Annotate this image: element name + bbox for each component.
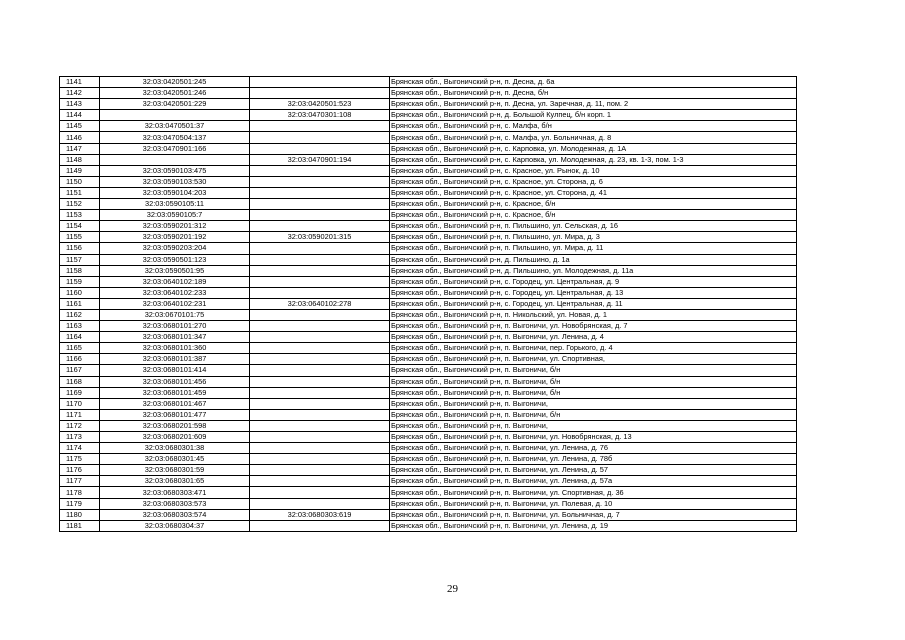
cadastral-number-cell: 32:03:0590203:204 <box>100 243 250 254</box>
row-number-cell: 1169 <box>60 387 100 398</box>
address-cell: Брянская обл., Выгоничский р-н, п. Выгоничи, ул. Ленина, д. 4 <box>390 332 797 343</box>
table-row <box>60 520 797 531</box>
address-cell: Брянская обл., Выгоничский р-н, п. Выгоничи, б/н <box>390 365 797 376</box>
table-row <box>60 420 797 431</box>
table-row <box>60 321 797 332</box>
cadastral-number-cell: 32:03:0680301:65 <box>100 476 250 487</box>
related-cadastral-number-cell: 32:03:0420501:523 <box>250 99 390 110</box>
address-cell: Брянская обл., Выгоничский р-н, п. Выгоничи, ул. Ленина, д. 78б <box>390 454 797 465</box>
table-row <box>60 121 797 132</box>
address-cell: Брянская обл., Выгоничский р-н, п. Выгоничи, б/н <box>390 409 797 420</box>
row-number-cell: 1178 <box>60 487 100 498</box>
related-cadastral-number-cell <box>250 387 390 398</box>
related-cadastral-number-cell <box>250 254 390 265</box>
address-cell: Брянская обл., Выгоничский р-н, п. Выгоничи, <box>390 420 797 431</box>
row-number-cell: 1180 <box>60 509 100 520</box>
row-number-cell: 1142 <box>60 88 100 99</box>
table-row <box>60 243 797 254</box>
row-number-cell: 1181 <box>60 520 100 531</box>
address-cell: Брянская обл., Выгоничский р-н, п. Выгоничи, б/н <box>390 387 797 398</box>
cadastral-number-cell: 32:03:0680101:387 <box>100 354 250 365</box>
related-cadastral-number-cell <box>250 365 390 376</box>
cadastral-number-cell: 32:03:0420501:246 <box>100 88 250 99</box>
address-cell: Брянская обл., Выгоничский р-н, п. Десна, б/н <box>390 88 797 99</box>
row-number-cell: 1158 <box>60 265 100 276</box>
address-cell: Брянская обл., Выгоничский р-н, с. Малфа, б/н <box>390 121 797 132</box>
row-number-cell: 1171 <box>60 409 100 420</box>
cadastral-number-cell: 32:03:0680303:574 <box>100 509 250 520</box>
related-cadastral-number-cell <box>250 343 390 354</box>
row-number-cell: 1147 <box>60 143 100 154</box>
cadastral-number-cell: 32:03:0640102:233 <box>100 287 250 298</box>
cadastral-number-cell: 32:03:0420501:245 <box>100 77 250 88</box>
cadastral-number-cell: 32:03:0470901:166 <box>100 143 250 154</box>
address-cell: Брянская обл., Выгоничский р-н, д. Пильшино, д. 1а <box>390 254 797 265</box>
related-cadastral-number-cell <box>250 143 390 154</box>
table-row <box>60 221 797 232</box>
address-cell: Брянская обл., Выгоничский р-н, п. Десна, д. 6а <box>390 77 797 88</box>
related-cadastral-number-cell <box>250 454 390 465</box>
table-row <box>60 232 797 243</box>
row-number-cell: 1166 <box>60 354 100 365</box>
table-row <box>60 343 797 354</box>
related-cadastral-number-cell <box>250 520 390 531</box>
cadastral-number-cell: 32:03:0590103:475 <box>100 165 250 176</box>
row-number-cell: 1141 <box>60 77 100 88</box>
cadastral-number-cell: 32:03:0680101:456 <box>100 376 250 387</box>
related-cadastral-number-cell <box>250 476 390 487</box>
table-row <box>60 287 797 298</box>
related-cadastral-number-cell <box>250 243 390 254</box>
address-cell: Брянская обл., Выгоничский р-н, с. Городец, ул. Центральная, д. 13 <box>390 287 797 298</box>
address-cell: Брянская обл., Выгоничский р-н, п. Выгоничи, ул. Ленина, д. 57 <box>390 465 797 476</box>
row-number-cell: 1168 <box>60 376 100 387</box>
cadastral-number-cell: 32:03:0680101:347 <box>100 332 250 343</box>
cadastral-number-cell: 32:03:0680101:414 <box>100 365 250 376</box>
related-cadastral-number-cell: 32:03:0640102:278 <box>250 298 390 309</box>
cadastral-number-cell: 32:03:0590105:7 <box>100 210 250 221</box>
address-cell: Брянская обл., Выгоничский р-н, с. Красное, ул. Рынок, д. 10 <box>390 165 797 176</box>
cadastral-number-cell: 32:03:0680101:467 <box>100 398 250 409</box>
table-row <box>60 398 797 409</box>
cadastral-number-cell: 32:03:0680303:471 <box>100 487 250 498</box>
address-cell: Брянская обл., Выгоничский р-н, п. Пильшино, ул. Сельская, д. 16 <box>390 221 797 232</box>
row-number-cell: 1156 <box>60 243 100 254</box>
table-row <box>60 454 797 465</box>
cadastral-number-cell: 32:03:0640102:231 <box>100 298 250 309</box>
table-row <box>60 199 797 210</box>
related-cadastral-number-cell <box>250 432 390 443</box>
row-number-cell: 1145 <box>60 121 100 132</box>
address-cell: Брянская обл., Выгоничский р-н, п. Выгоничи, <box>390 398 797 409</box>
table-row <box>60 99 797 110</box>
table-row <box>60 298 797 309</box>
related-cadastral-number-cell <box>250 132 390 143</box>
table-row <box>60 498 797 509</box>
address-cell: Брянская обл., Выгоничский р-н, п. Выгоничи, ул. Полевая, д. 10 <box>390 498 797 509</box>
address-cell: Брянская обл., Выгоничский р-н, п. Выгоничи, б/н <box>390 376 797 387</box>
cadastral-number-cell: 32:03:0680303:573 <box>100 498 250 509</box>
address-cell: Брянская обл., Выгоничский р-н, п. Выгоничи, ул. Спортивная, <box>390 354 797 365</box>
table-row <box>60 143 797 154</box>
table-row <box>60 110 797 121</box>
row-number-cell: 1150 <box>60 176 100 187</box>
address-cell: Брянская обл., Выгоничский р-н, с. Городец, ул. Центральная, д. 9 <box>390 276 797 287</box>
row-number-cell: 1148 <box>60 154 100 165</box>
table-row <box>60 387 797 398</box>
cadastral-number-cell: 32:03:0590105:11 <box>100 199 250 210</box>
address-cell: Брянская обл., Выгоничский р-н, п. Никольский, ул. Новая, д. 1 <box>390 309 797 320</box>
row-number-cell: 1175 <box>60 454 100 465</box>
table-row <box>60 132 797 143</box>
table-row <box>60 409 797 420</box>
cadastral-number-cell: 32:03:0680101:360 <box>100 343 250 354</box>
cadastral-number-cell: 32:03:0680201:609 <box>100 432 250 443</box>
related-cadastral-number-cell <box>250 332 390 343</box>
related-cadastral-number-cell <box>250 77 390 88</box>
cadastral-number-cell: 32:03:0680301:38 <box>100 443 250 454</box>
related-cadastral-number-cell <box>250 199 390 210</box>
table-row <box>60 365 797 376</box>
related-cadastral-number-cell <box>250 354 390 365</box>
address-cell: Брянская обл., Выгоничский р-н, с. Карповка, ул. Молодежная, д. 23, кв. 1-3, пом. 1-3 <box>390 154 797 165</box>
row-number-cell: 1155 <box>60 232 100 243</box>
address-cell: Брянская обл., Выгоничский р-н, п. Выгоничи, ул. Новобрянская, д. 13 <box>390 432 797 443</box>
row-number-cell: 1164 <box>60 332 100 343</box>
row-number-cell: 1143 <box>60 99 100 110</box>
cadastral-number-cell: 32:03:0680304:37 <box>100 520 250 531</box>
address-cell: Брянская обл., Выгоничский р-н, д. Пильшино, ул. Молодежная, д. 11а <box>390 265 797 276</box>
table-row <box>60 265 797 276</box>
table-row <box>60 476 797 487</box>
row-number-cell: 1174 <box>60 443 100 454</box>
related-cadastral-number-cell <box>250 443 390 454</box>
row-number-cell: 1154 <box>60 221 100 232</box>
table-row <box>60 309 797 320</box>
cadastral-number-cell: 32:03:0590104:203 <box>100 187 250 198</box>
related-cadastral-number-cell <box>250 309 390 320</box>
address-cell: Брянская обл., Выгоничский р-н, п. Десна, ул. Заречная, д. 11, пом. 2 <box>390 99 797 110</box>
row-number-cell: 1172 <box>60 420 100 431</box>
table-row <box>60 176 797 187</box>
table-row <box>60 354 797 365</box>
related-cadastral-number-cell <box>250 498 390 509</box>
cadastral-number-cell: 32:03:0680301:59 <box>100 465 250 476</box>
table-row <box>60 443 797 454</box>
related-cadastral-number-cell <box>250 321 390 332</box>
address-cell: Брянская обл., Выгоничский р-н, п. Выгоничи, ул. Ленина, д. 76 <box>390 443 797 454</box>
address-cell: Брянская обл., Выгоничский р-н, п. Выгоничи, ул. Новобрянская, д. 7 <box>390 321 797 332</box>
related-cadastral-number-cell: 32:03:0680303:619 <box>250 509 390 520</box>
related-cadastral-number-cell <box>250 210 390 221</box>
table-row <box>60 254 797 265</box>
cadastral-number-cell: 32:03:0590201:192 <box>100 232 250 243</box>
row-number-cell: 1176 <box>60 465 100 476</box>
related-cadastral-number-cell <box>250 187 390 198</box>
cadastral-number-cell <box>100 110 250 121</box>
related-cadastral-number-cell <box>250 287 390 298</box>
property-register-body <box>60 77 797 532</box>
row-number-cell: 1177 <box>60 476 100 487</box>
table-row <box>60 432 797 443</box>
address-cell: Брянская обл., Выгоничский р-н, с. Красное, б/н <box>390 199 797 210</box>
table-row <box>60 465 797 476</box>
related-cadastral-number-cell <box>250 420 390 431</box>
cadastral-number-cell: 32:03:0590501:123 <box>100 254 250 265</box>
address-cell: Брянская обл., Выгоничский р-н, п. Выгоничи, пер. Горького, д. 4 <box>390 343 797 354</box>
row-number-cell: 1146 <box>60 132 100 143</box>
related-cadastral-number-cell <box>250 376 390 387</box>
cadastral-number-cell: 32:03:0680101:270 <box>100 321 250 332</box>
row-number-cell: 1173 <box>60 432 100 443</box>
cadastral-number-cell: 32:03:0680101:459 <box>100 387 250 398</box>
row-number-cell: 1162 <box>60 309 100 320</box>
address-cell: Брянская обл., Выгоничский р-н, с. Красное, б/н <box>390 210 797 221</box>
cadastral-number-cell: 32:03:0640102:189 <box>100 276 250 287</box>
row-number-cell: 1157 <box>60 254 100 265</box>
row-number-cell: 1167 <box>60 365 100 376</box>
related-cadastral-number-cell <box>250 409 390 420</box>
address-cell: Брянская обл., Выгоничский р-н, с. Красное, ул. Сторона, д. 41 <box>390 187 797 198</box>
cadastral-number-cell: 32:03:0670101:75 <box>100 309 250 320</box>
table-row <box>60 187 797 198</box>
row-number-cell: 1163 <box>60 321 100 332</box>
cadastral-number-cell: 32:03:0680101:477 <box>100 409 250 420</box>
address-cell: Брянская обл., Выгоничский р-н, п. Пильшино, ул. Мира, д. 3 <box>390 232 797 243</box>
address-cell: Брянская обл., Выгоничский р-н, с. Красное, ул. Сторона, д. 6 <box>390 176 797 187</box>
related-cadastral-number-cell <box>250 88 390 99</box>
row-number-cell: 1144 <box>60 110 100 121</box>
table-row <box>60 332 797 343</box>
table-row <box>60 487 797 498</box>
cadastral-number-cell: 32:03:0470501:37 <box>100 121 250 132</box>
row-number-cell: 1152 <box>60 199 100 210</box>
related-cadastral-number-cell: 32:03:0470301:108 <box>250 110 390 121</box>
address-cell: Брянская обл., Выгоничский р-н, с. Карповка, ул. Молодежная, д. 1А <box>390 143 797 154</box>
property-register-table <box>59 76 797 532</box>
row-number-cell: 1170 <box>60 398 100 409</box>
cadastral-number-cell: 32:03:0590201:312 <box>100 221 250 232</box>
related-cadastral-number-cell <box>250 176 390 187</box>
related-cadastral-number-cell <box>250 221 390 232</box>
row-number-cell: 1151 <box>60 187 100 198</box>
table-row <box>60 376 797 387</box>
page-number: 29 <box>447 583 458 595</box>
address-cell: Брянская обл., Выгоничский р-н, п. Пильшино, ул. Мира, д. 11 <box>390 243 797 254</box>
cadastral-number-cell: 32:03:0590103:530 <box>100 176 250 187</box>
row-number-cell: 1159 <box>60 276 100 287</box>
table-row <box>60 509 797 520</box>
address-cell: Брянская обл., Выгоничский р-н, с. Малфа, ул. Больничная, д. 8 <box>390 132 797 143</box>
cadastral-number-cell: 32:03:0680301:45 <box>100 454 250 465</box>
table-row <box>60 165 797 176</box>
address-cell: Брянская обл., Выгоничский р-н, п. Выгоничи, ул. Ленина, д. 57а <box>390 476 797 487</box>
address-cell: Брянская обл., Выгоничский р-н, п. Выгоничи, ул. Ленина, д. 19 <box>390 520 797 531</box>
row-number-cell: 1153 <box>60 210 100 221</box>
address-cell: Брянская обл., Выгоничский р-н, п. Выгоничи, ул. Больничная, д. 7 <box>390 509 797 520</box>
cadastral-number-cell: 32:03:0420501:229 <box>100 99 250 110</box>
row-number-cell: 1161 <box>60 298 100 309</box>
related-cadastral-number-cell <box>250 265 390 276</box>
related-cadastral-number-cell: 32:03:0470901:194 <box>250 154 390 165</box>
table-row <box>60 276 797 287</box>
related-cadastral-number-cell <box>250 487 390 498</box>
related-cadastral-number-cell <box>250 398 390 409</box>
address-cell: Брянская обл., Выгоничский р-н, п. Выгоничи, ул. Спортивная, д. 36 <box>390 487 797 498</box>
cadastral-number-cell: 32:03:0590501:95 <box>100 265 250 276</box>
table-row <box>60 210 797 221</box>
row-number-cell: 1160 <box>60 287 100 298</box>
row-number-cell: 1165 <box>60 343 100 354</box>
table-row <box>60 154 797 165</box>
table-row <box>60 77 797 88</box>
row-number-cell: 1149 <box>60 165 100 176</box>
address-cell: Брянская обл., Выгоничский р-н, с. Городец, ул. Центральная, д. 11 <box>390 298 797 309</box>
related-cadastral-number-cell <box>250 121 390 132</box>
table-row <box>60 88 797 99</box>
cadastral-number-cell <box>100 154 250 165</box>
cadastral-number-cell: 32:03:0470504:137 <box>100 132 250 143</box>
related-cadastral-number-cell <box>250 276 390 287</box>
related-cadastral-number-cell: 32:03:0590201:315 <box>250 232 390 243</box>
cadastral-number-cell: 32:03:0680201:598 <box>100 420 250 431</box>
address-cell: Брянская обл., Выгоничский р-н, д. Большой Кулпец, б/н корп. 1 <box>390 110 797 121</box>
row-number-cell: 1179 <box>60 498 100 509</box>
related-cadastral-number-cell <box>250 165 390 176</box>
related-cadastral-number-cell <box>250 465 390 476</box>
